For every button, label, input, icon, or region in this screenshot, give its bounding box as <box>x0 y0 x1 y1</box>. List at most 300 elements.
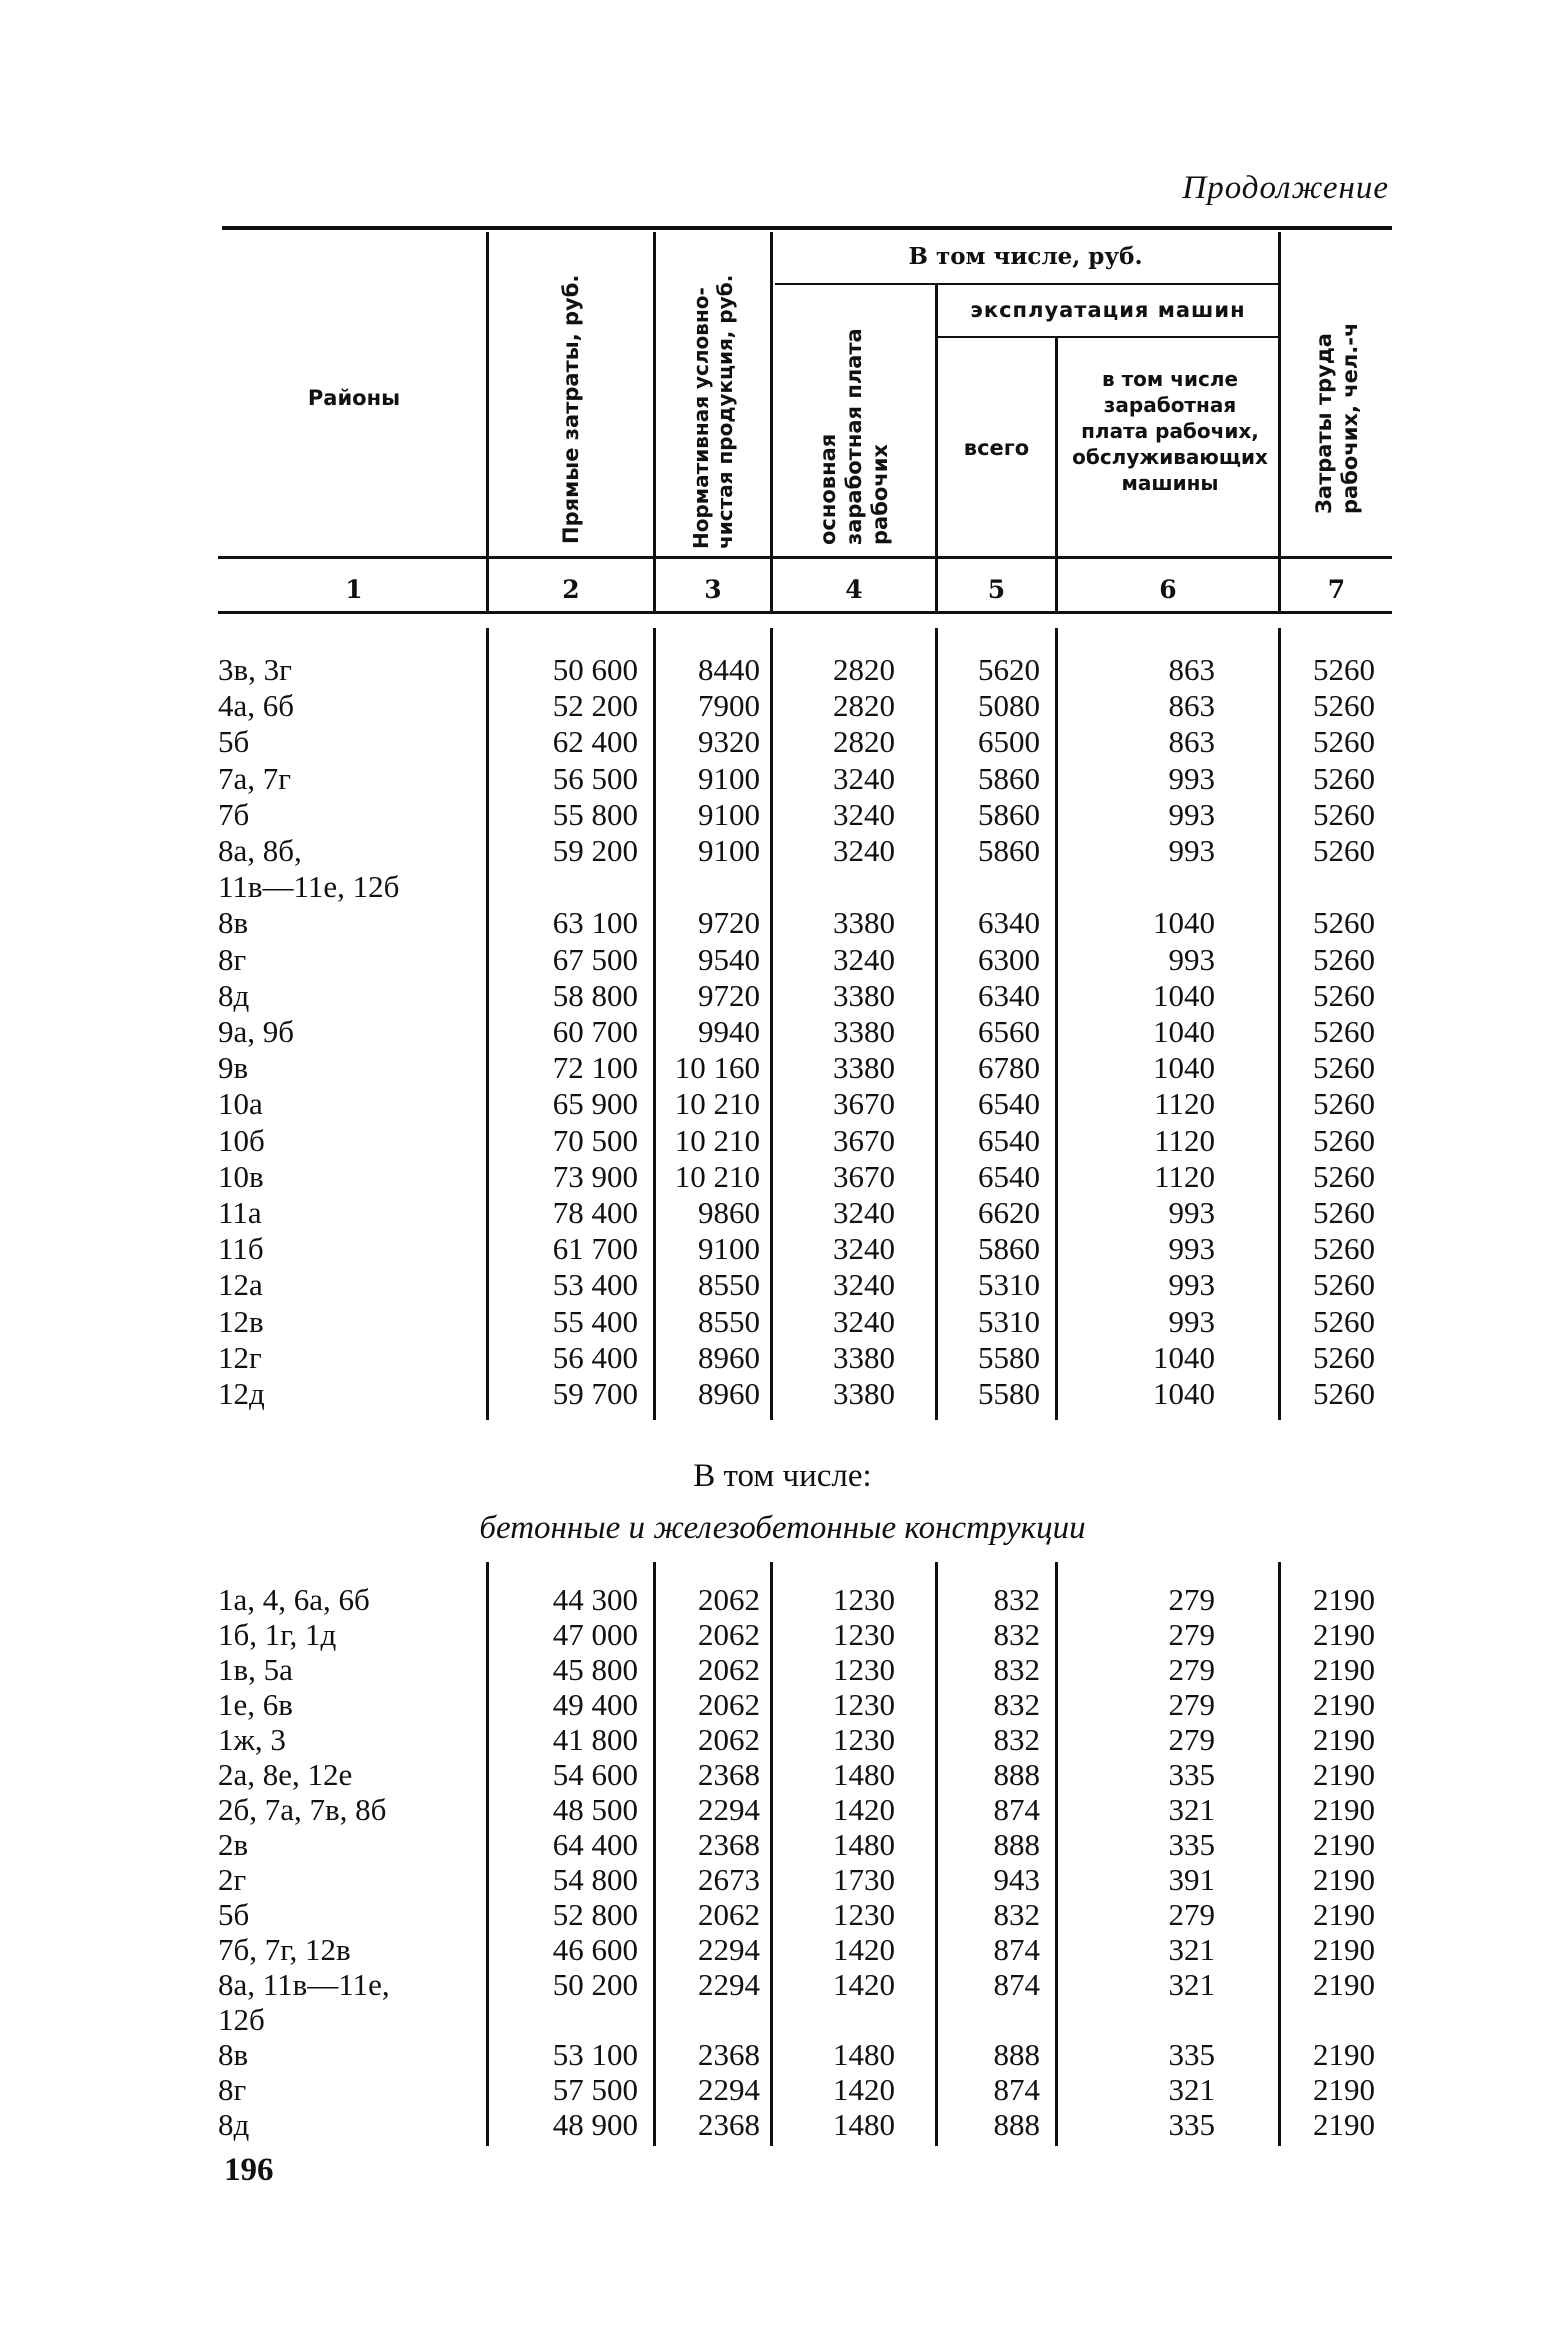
header-normative-product-cell <box>656 236 770 552</box>
value-cell: 78 400 <box>552 1195 638 1230</box>
value-cell: 1120 <box>1154 1122 1215 1158</box>
district-cell: 12д <box>218 1376 265 1411</box>
district-cell: 4а, 6б <box>218 688 295 724</box>
value-cell: 2368 <box>698 2107 760 2142</box>
value-cell: 45 800 <box>552 1652 638 1687</box>
value-cell: 5260 <box>1313 1158 1375 1194</box>
district-cell: 10а <box>218 1086 263 1122</box>
value-cell: 5860 <box>978 833 1040 868</box>
value-cell: 1230 <box>833 1582 895 1617</box>
header-total: всего <box>963 436 1030 460</box>
value-cell: 65 900 <box>552 1086 638 1122</box>
numbers-bottom-rule <box>218 611 1392 614</box>
value-cell: 1040 <box>1153 977 1215 1013</box>
table-row <box>0 1617 1565 1653</box>
value-cell: 59 700 <box>552 1376 638 1411</box>
value-cell: 55 400 <box>552 1303 638 1339</box>
table-row <box>0 1159 1565 1195</box>
value-cell: 2190 <box>1313 1932 1375 1967</box>
value-cell: 335 <box>1168 2037 1215 2072</box>
value-cell: 5080 <box>978 688 1040 724</box>
header-divider <box>1055 338 1058 612</box>
district-cell: 2а, 8е, 12е <box>218 1757 353 1792</box>
value-cell: 2062 <box>698 1582 760 1617</box>
value-cell: 10 210 <box>674 1158 760 1194</box>
value-cell: 54 600 <box>552 1757 638 1792</box>
value-cell: 3240 <box>833 833 895 868</box>
value-cell: 1420 <box>833 1932 895 1967</box>
value-cell: 53 400 <box>552 1267 638 1303</box>
value-cell: 8960 <box>698 1376 760 1411</box>
group-rule <box>775 283 1280 285</box>
value-cell: 3380 <box>833 1339 895 1375</box>
district-cell: 10в <box>218 1158 264 1194</box>
value-cell: 3240 <box>833 1195 895 1230</box>
value-cell: 832 <box>993 1722 1040 1757</box>
column-number: 2 <box>562 575 580 604</box>
value-cell: 279 <box>1168 1687 1215 1722</box>
district-cell: 5б <box>218 724 250 760</box>
value-cell: 67 500 <box>552 941 638 977</box>
value-cell: 1040 <box>1153 1014 1215 1049</box>
value-cell: 279 <box>1168 1582 1215 1617</box>
value-cell: 3670 <box>833 1086 895 1122</box>
value-cell: 5260 <box>1313 1339 1375 1375</box>
value-cell: 321 <box>1168 1932 1215 1967</box>
value-cell: 888 <box>993 1757 1040 1792</box>
value-cell: 321 <box>1168 1967 1215 2002</box>
value-cell: 888 <box>993 2037 1040 2072</box>
table-row <box>0 1967 1565 2003</box>
header-direct-costs: Прямые затраты, руб. <box>559 274 583 544</box>
table-row <box>0 1792 1565 1828</box>
value-cell: 5580 <box>978 1339 1040 1375</box>
district-cell: 2г <box>218 1862 247 1897</box>
district-cell: 1е, 6в <box>218 1687 293 1722</box>
table-row <box>0 1376 1565 1412</box>
value-cell: 3670 <box>833 1122 895 1158</box>
table-row <box>0 1757 1565 1793</box>
value-cell: 2190 <box>1313 1827 1375 1862</box>
value-cell: 2368 <box>698 1827 760 1862</box>
value-cell: 2673 <box>698 1862 760 1897</box>
value-cell: 53 100 <box>552 2037 638 2072</box>
value-cell: 6540 <box>978 1086 1040 1122</box>
value-cell: 47 000 <box>552 1617 638 1652</box>
header-districts: Районы <box>307 386 401 410</box>
table-row <box>0 905 1565 941</box>
table-row <box>0 978 1565 1014</box>
value-cell: 2062 <box>698 1897 760 1932</box>
value-cell: 2190 <box>1313 1792 1375 1827</box>
district-cell: 8а, 11в—11е, <box>218 1967 390 2002</box>
value-cell: 3380 <box>833 905 895 941</box>
value-cell: 1480 <box>833 1757 895 1792</box>
value-cell: 5310 <box>978 1303 1040 1339</box>
district-cell: 8д <box>218 2107 250 2142</box>
value-cell: 3380 <box>833 977 895 1013</box>
district-cell: 7б <box>218 796 250 832</box>
district-cell: 8а, 8б, <box>218 833 302 868</box>
header-labor-cost: Затраты труда рабочих, чел.-ч <box>1311 322 1362 514</box>
value-cell: 50 600 <box>552 652 638 687</box>
header-base-wage-cell <box>773 288 935 552</box>
value-cell: 59 200 <box>552 833 638 868</box>
value-cell: 2190 <box>1313 2072 1375 2107</box>
value-cell: 5260 <box>1313 1014 1375 1049</box>
value-cell: 5260 <box>1313 796 1375 832</box>
value-cell: 863 <box>1168 724 1215 760</box>
district-cell: 2б, 7а, 7в, 8б <box>218 1792 387 1827</box>
value-cell: 6620 <box>978 1195 1040 1230</box>
value-cell: 1040 <box>1153 1376 1215 1411</box>
value-cell: 2820 <box>833 688 895 724</box>
value-cell: 2190 <box>1313 1757 1375 1792</box>
value-cell: 1230 <box>833 1652 895 1687</box>
value-cell: 7900 <box>698 688 760 724</box>
value-cell: 1480 <box>833 2107 895 2142</box>
district-cell: 1б, 1г, 1д <box>218 1617 337 1652</box>
district-cell: 9а, 9б <box>218 1014 295 1049</box>
district-cell: 8г <box>218 941 247 977</box>
value-cell: 10 160 <box>674 1050 760 1086</box>
district-cell: 12в <box>218 1303 264 1339</box>
column-number: 4 <box>845 575 863 604</box>
table-row <box>0 1932 1565 1968</box>
value-cell: 5260 <box>1313 652 1375 687</box>
value-cell: 993 <box>1168 1195 1215 1230</box>
value-cell: 9940 <box>698 1014 760 1049</box>
value-cell: 832 <box>993 1687 1040 1722</box>
value-cell: 993 <box>1168 796 1215 832</box>
table-row <box>0 1897 1565 1933</box>
value-cell: 5260 <box>1313 1195 1375 1230</box>
value-cell: 279 <box>1168 1722 1215 1757</box>
table-row <box>0 942 1565 978</box>
header-base-wage: основная заработная плата рабочих <box>816 328 892 545</box>
value-cell: 49 400 <box>552 1687 638 1722</box>
value-cell: 8960 <box>698 1339 760 1375</box>
value-cell: 5260 <box>1313 941 1375 977</box>
header-group: В том числе, руб. <box>908 243 1143 270</box>
value-cell: 1040 <box>1153 1050 1215 1086</box>
value-cell: 1230 <box>833 1687 895 1722</box>
value-cell: 46 600 <box>552 1932 638 1967</box>
value-cell: 5260 <box>1313 1086 1375 1122</box>
value-cell: 5860 <box>978 760 1040 796</box>
value-cell: 9720 <box>698 905 760 941</box>
value-cell: 50 200 <box>552 1967 638 2002</box>
value-cell: 2062 <box>698 1617 760 1652</box>
value-cell: 2190 <box>1313 1582 1375 1617</box>
value-cell: 3240 <box>833 1303 895 1339</box>
value-cell: 6780 <box>978 1050 1040 1086</box>
value-cell: 3380 <box>833 1014 895 1049</box>
value-cell: 832 <box>993 1897 1040 1932</box>
value-cell: 9540 <box>698 941 760 977</box>
value-cell: 1230 <box>833 1722 895 1757</box>
value-cell: 56 400 <box>552 1339 638 1375</box>
column-number: 5 <box>987 575 1006 604</box>
value-cell: 44 300 <box>552 1582 638 1617</box>
table-row <box>0 1195 1565 1231</box>
value-cell: 3240 <box>833 760 895 796</box>
column-number: 7 <box>1327 575 1346 604</box>
district-cell: 8д <box>218 977 250 1013</box>
column-number: 1 <box>345 575 363 604</box>
value-cell: 2294 <box>698 1967 760 2002</box>
value-cell: 2190 <box>1313 2037 1375 2072</box>
table-row <box>0 833 1565 869</box>
value-cell: 2190 <box>1313 1617 1375 1652</box>
value-cell: 9100 <box>698 796 760 832</box>
value-cell: 1120 <box>1154 1086 1215 1122</box>
value-cell: 2062 <box>698 1687 760 1722</box>
value-cell: 1730 <box>833 1862 895 1897</box>
value-cell: 6340 <box>978 977 1040 1013</box>
value-cell: 2190 <box>1313 2107 1375 2142</box>
header-subgroup: эксплуатация машин <box>970 298 1246 322</box>
table-row <box>0 869 1565 905</box>
value-cell: 8550 <box>698 1303 760 1339</box>
table-row <box>0 797 1565 833</box>
table-row <box>0 1652 1565 1688</box>
value-cell: 52 800 <box>552 1897 638 1932</box>
district-cell: 10б <box>218 1122 265 1158</box>
value-cell: 874 <box>993 1967 1040 2002</box>
value-cell: 993 <box>1168 1303 1215 1339</box>
value-cell: 993 <box>1168 1267 1215 1303</box>
district-cell: 7б, 7г, 12в <box>218 1932 351 1967</box>
table-row <box>0 1340 1565 1376</box>
value-cell: 64 400 <box>552 1827 638 1862</box>
value-cell: 943 <box>993 1862 1040 1897</box>
value-cell: 321 <box>1168 2072 1215 2107</box>
district-cell: 8г <box>218 2072 247 2107</box>
value-cell: 8440 <box>698 652 760 687</box>
header-machine-wage: в том числе заработная плата рабочих, обслуживающих машины <box>1072 367 1268 495</box>
table-row <box>0 1123 1565 1159</box>
value-cell: 5260 <box>1313 1267 1375 1303</box>
value-cell: 9100 <box>698 833 760 868</box>
value-cell: 335 <box>1168 1827 1215 1862</box>
value-cell: 6340 <box>978 905 1040 941</box>
value-cell: 2294 <box>698 2072 760 2107</box>
district-cell: 3в, 3г <box>218 652 292 687</box>
value-cell: 279 <box>1168 1897 1215 1932</box>
district-cell: 8в <box>218 2037 249 2072</box>
table-row <box>0 761 1565 797</box>
value-cell: 888 <box>993 2107 1040 2142</box>
value-cell: 58 800 <box>552 977 638 1013</box>
value-cell: 61 700 <box>552 1231 638 1267</box>
value-cell: 2294 <box>698 1932 760 1967</box>
table-row <box>0 652 1565 688</box>
header-labor-cost-cell <box>1281 236 1392 552</box>
value-cell: 5260 <box>1313 760 1375 796</box>
table-top-rule <box>222 226 1392 230</box>
value-cell: 993 <box>1168 941 1215 977</box>
district-cell: 11а <box>218 1195 262 1230</box>
value-cell: 5310 <box>978 1267 1040 1303</box>
value-cell: 48 500 <box>552 1792 638 1827</box>
district-cell: 1в, 5а <box>218 1652 293 1687</box>
district-cell: 5б <box>218 1897 250 1932</box>
table-row <box>0 1050 1565 1086</box>
table-row <box>0 1231 1565 1267</box>
header-direct-costs-cell <box>489 236 653 552</box>
value-cell: 5620 <box>978 652 1040 687</box>
value-cell: 57 500 <box>552 2072 638 2107</box>
value-cell: 3240 <box>833 1267 895 1303</box>
value-cell: 5260 <box>1313 905 1375 941</box>
value-cell: 5260 <box>1313 724 1375 760</box>
value-cell: 3380 <box>833 1376 895 1411</box>
value-cell: 1480 <box>833 2037 895 2072</box>
value-cell: 5260 <box>1313 1303 1375 1339</box>
value-cell: 72 100 <box>552 1050 638 1086</box>
value-cell: 993 <box>1168 760 1215 796</box>
value-cell: 8550 <box>698 1267 760 1303</box>
value-cell: 1120 <box>1154 1158 1215 1194</box>
value-cell: 993 <box>1168 1231 1215 1267</box>
value-cell: 993 <box>1168 833 1215 868</box>
value-cell: 5260 <box>1313 1231 1375 1267</box>
table-row <box>0 724 1565 760</box>
header-bottom-rule <box>218 556 1392 559</box>
value-cell: 55 800 <box>552 796 638 832</box>
district-cell: 2в <box>218 1827 249 1862</box>
value-cell: 56 500 <box>552 760 638 796</box>
column-number: 3 <box>704 575 722 604</box>
district-cell: 11в—11е, 12б <box>218 869 400 905</box>
table-row <box>0 2037 1565 2073</box>
value-cell: 832 <box>993 1582 1040 1617</box>
table-row <box>0 1827 1565 1863</box>
value-cell: 1230 <box>833 1897 895 1932</box>
district-cell: 8в <box>218 905 249 941</box>
value-cell: 874 <box>993 1792 1040 1827</box>
value-cell: 63 100 <box>552 905 638 941</box>
table-row <box>0 1687 1565 1723</box>
value-cell: 2820 <box>833 652 895 687</box>
district-cell: 1ж, 3 <box>218 1722 286 1757</box>
value-cell: 60 700 <box>552 1014 638 1049</box>
value-cell: 863 <box>1168 652 1215 687</box>
value-cell: 9320 <box>698 724 760 760</box>
value-cell: 5860 <box>978 1231 1040 1267</box>
value-cell: 2368 <box>698 1757 760 1792</box>
district-cell: 1а, 4, 6а, 6б <box>218 1582 370 1617</box>
value-cell: 5260 <box>1313 1122 1375 1158</box>
value-cell: 9100 <box>698 1231 760 1267</box>
value-cell: 279 <box>1168 1652 1215 1687</box>
value-cell: 6540 <box>978 1122 1040 1158</box>
value-cell: 70 500 <box>552 1122 638 1158</box>
value-cell: 335 <box>1168 1757 1215 1792</box>
value-cell: 6300 <box>978 941 1040 977</box>
value-cell: 2190 <box>1313 1722 1375 1757</box>
value-cell: 9860 <box>698 1195 760 1230</box>
value-cell: 2062 <box>698 1722 760 1757</box>
district-cell: 11б <box>218 1231 264 1267</box>
value-cell: 888 <box>993 1827 1040 1862</box>
value-cell: 3240 <box>833 1231 895 1267</box>
value-cell: 2294 <box>698 1792 760 1827</box>
district-cell: 12б <box>218 2002 265 2037</box>
value-cell: 6560 <box>978 1014 1040 1049</box>
table-row <box>0 688 1565 724</box>
header-normative-product: Нормативная условно-чистая продукция, руб. <box>689 274 737 549</box>
table-row <box>0 1014 1565 1050</box>
value-cell: 10 210 <box>674 1122 760 1158</box>
district-cell: 12г <box>218 1339 262 1375</box>
value-cell: 9720 <box>698 977 760 1013</box>
value-cell: 335 <box>1168 2107 1215 2142</box>
value-cell: 863 <box>1168 688 1215 724</box>
value-cell: 6540 <box>978 1158 1040 1194</box>
value-cell: 2062 <box>698 1652 760 1687</box>
value-cell: 874 <box>993 2072 1040 2107</box>
table-row <box>0 2107 1565 2143</box>
value-cell: 5260 <box>1313 1050 1375 1086</box>
value-cell: 2190 <box>1313 1652 1375 1687</box>
value-cell: 2190 <box>1313 1687 1375 1722</box>
value-cell: 5580 <box>978 1376 1040 1411</box>
value-cell: 5260 <box>1313 977 1375 1013</box>
value-cell: 3670 <box>833 1158 895 1194</box>
table-row <box>0 1304 1565 1340</box>
value-cell: 41 800 <box>552 1722 638 1757</box>
district-cell: 9в <box>218 1050 249 1086</box>
subgroup-rule <box>935 336 1280 338</box>
value-cell: 1480 <box>833 1827 895 1862</box>
table-row <box>0 1722 1565 1758</box>
value-cell: 2368 <box>698 2037 760 2072</box>
section-subtitle: бетонные и железобетонные конструкции <box>479 1510 1086 1546</box>
value-cell: 5860 <box>978 796 1040 832</box>
value-cell: 832 <box>993 1652 1040 1687</box>
value-cell: 5260 <box>1313 833 1375 868</box>
value-cell: 279 <box>1168 1617 1215 1652</box>
value-cell: 1420 <box>833 1967 895 2002</box>
continuation-label: Продолжение <box>1182 170 1389 206</box>
value-cell: 3240 <box>833 796 895 832</box>
value-cell: 54 800 <box>552 1862 638 1897</box>
value-cell: 832 <box>993 1617 1040 1652</box>
value-cell: 5260 <box>1313 688 1375 724</box>
table-row <box>0 1862 1565 1898</box>
table-row <box>0 2002 1565 2038</box>
column-number: 6 <box>1159 575 1177 604</box>
value-cell: 48 900 <box>552 2107 638 2142</box>
value-cell: 6500 <box>978 724 1040 760</box>
page-number: 196 <box>224 2152 274 2188</box>
value-cell: 3380 <box>833 1050 895 1086</box>
value-cell: 62 400 <box>552 724 638 760</box>
value-cell: 1040 <box>1153 905 1215 941</box>
value-cell: 1230 <box>833 1617 895 1652</box>
value-cell: 874 <box>993 1932 1040 1967</box>
district-cell: 7а, 7г <box>218 760 291 796</box>
table-row <box>0 1582 1565 1618</box>
value-cell: 9100 <box>698 760 760 796</box>
table-row <box>0 1086 1565 1122</box>
value-cell: 52 200 <box>552 688 638 724</box>
value-cell: 10 210 <box>674 1086 760 1122</box>
value-cell: 2190 <box>1313 1967 1375 2002</box>
value-cell: 3240 <box>833 941 895 977</box>
